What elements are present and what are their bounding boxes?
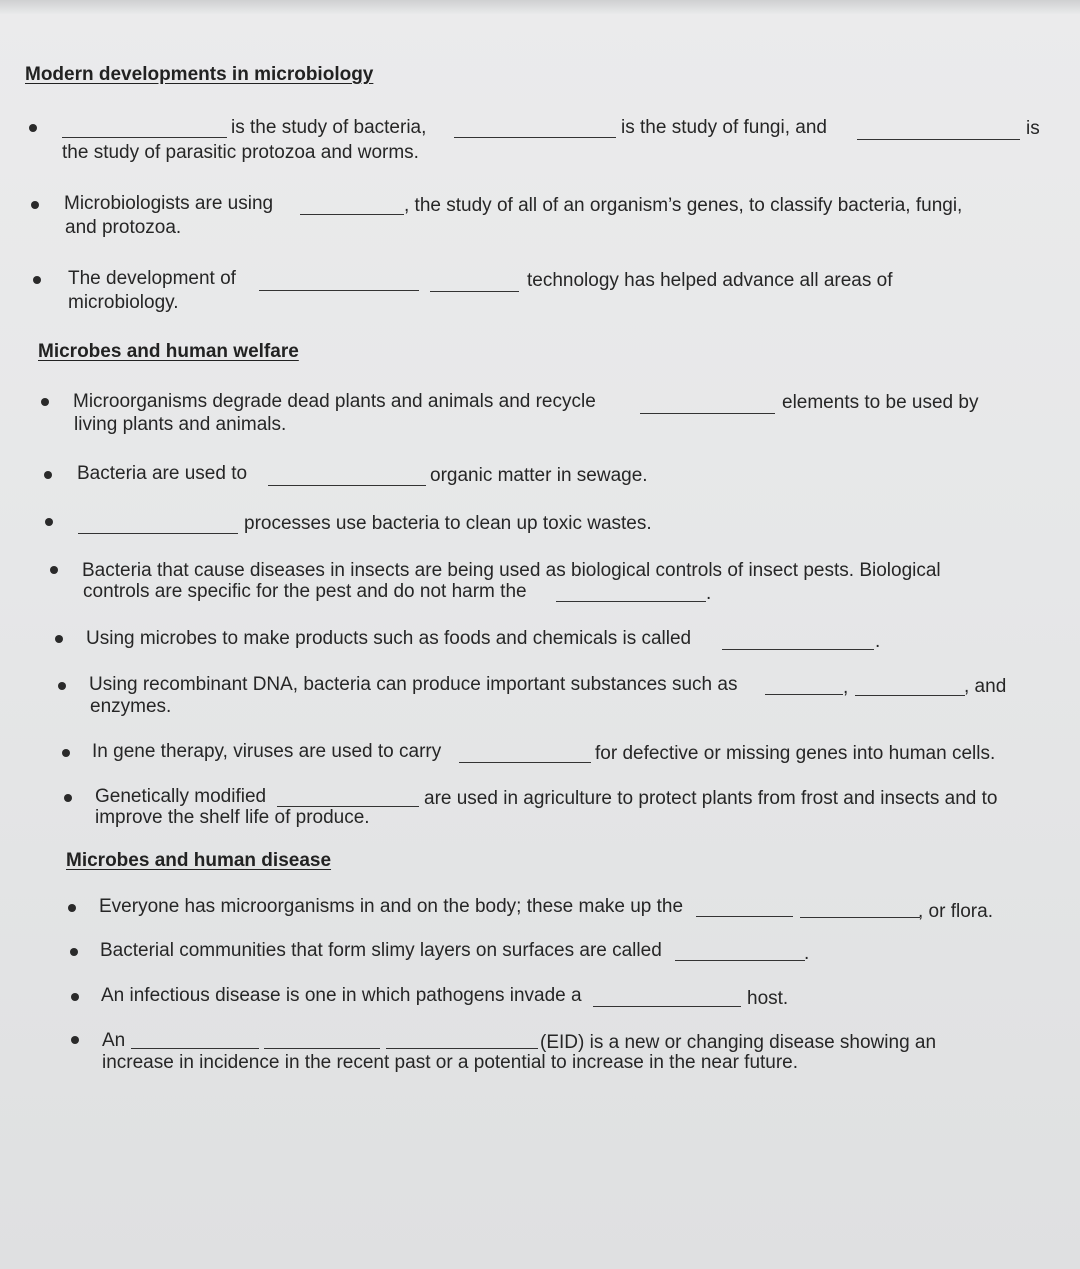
item-text-continued: enzymes. bbox=[90, 696, 172, 717]
item-text: Bacteria that cause diseases in insects are being used as biological controls of insect pests. Biological bbox=[82, 560, 941, 581]
item-text: An bbox=[102, 1030, 126, 1051]
bullet bbox=[71, 993, 79, 1001]
item-text: is the study of bacteria, bbox=[231, 117, 427, 138]
bullet bbox=[68, 904, 76, 912]
item-text: An infectious disease is one in which pathogens invade a bbox=[101, 985, 582, 1006]
bullet bbox=[55, 635, 63, 643]
item-text: , and bbox=[964, 676, 1007, 697]
item-text-continued: microbiology. bbox=[68, 292, 179, 313]
item-text: is the study of fungi, and bbox=[621, 117, 827, 138]
bullet bbox=[58, 682, 66, 690]
bullet bbox=[45, 518, 53, 526]
section-heading-human-disease: Microbes and human disease bbox=[66, 850, 332, 871]
item-text: Using recombinant DNA, bacteria can produce important substances such as bbox=[89, 674, 738, 695]
item-text: technology has helped advance all areas of bbox=[527, 270, 893, 291]
item-text: Everyone has microorganisms in and on the body; these make up the bbox=[99, 896, 684, 917]
fill-blank[interactable] bbox=[259, 290, 419, 291]
item-text: . bbox=[706, 583, 712, 604]
fill-blank[interactable] bbox=[556, 601, 706, 602]
section-heading-modern-developments: Modern developments in microbiology bbox=[25, 64, 374, 85]
fill-blank[interactable] bbox=[696, 916, 793, 917]
item-text: Microbiologists are using bbox=[64, 193, 274, 214]
fill-blank[interactable] bbox=[675, 960, 805, 961]
item-text: host. bbox=[747, 988, 789, 1009]
item-text: . bbox=[875, 631, 881, 652]
item-text: Bacterial communities that form slimy layers on surfaces are called bbox=[100, 940, 662, 961]
item-text: for defective or missing genes into human cells. bbox=[595, 743, 996, 764]
fill-blank[interactable] bbox=[593, 1006, 741, 1007]
fill-blank[interactable] bbox=[459, 762, 591, 763]
item-text: Genetically modified bbox=[95, 786, 267, 807]
fill-blank[interactable] bbox=[430, 291, 519, 292]
item-text-continued: and protozoa. bbox=[65, 217, 182, 238]
fill-blank[interactable] bbox=[131, 1048, 259, 1049]
fill-blank[interactable] bbox=[857, 139, 1020, 140]
bullet bbox=[29, 124, 37, 132]
fill-blank[interactable] bbox=[62, 137, 227, 138]
item-text: Microorganisms degrade dead plants and animals and recycle bbox=[73, 391, 596, 412]
bullet bbox=[62, 749, 70, 757]
item-text: , or flora. bbox=[918, 901, 993, 922]
item-text: The development of bbox=[68, 268, 236, 289]
item-text-continued: the study of parasitic protozoa and worms. bbox=[62, 142, 419, 163]
bullet bbox=[64, 794, 72, 802]
fill-blank[interactable] bbox=[264, 1048, 380, 1049]
item-text: organic matter in sewage. bbox=[430, 465, 648, 486]
item-text-continued: improve the shelf life of produce. bbox=[95, 807, 370, 828]
fill-blank[interactable] bbox=[454, 137, 616, 138]
fill-blank[interactable] bbox=[855, 695, 965, 696]
fill-blank[interactable] bbox=[78, 533, 238, 534]
item-text-continued: living plants and animals. bbox=[74, 414, 287, 435]
item-text: is bbox=[1026, 118, 1040, 139]
bullet bbox=[33, 276, 41, 284]
item-text: , bbox=[843, 677, 849, 698]
section-heading-human-welfare: Microbes and human welfare bbox=[38, 341, 299, 362]
fill-blank[interactable] bbox=[386, 1048, 538, 1049]
item-text: processes use bacteria to clean up toxic wastes. bbox=[244, 513, 652, 534]
item-text: (EID) is a new or changing disease showing an bbox=[540, 1032, 937, 1053]
item-text: Using microbes to make products such as foods and chemicals is called bbox=[86, 628, 692, 649]
bullet bbox=[44, 471, 52, 479]
item-text: are used in agriculture to protect plants from frost and insects and to bbox=[424, 788, 998, 809]
bullet bbox=[70, 948, 78, 956]
fill-blank[interactable] bbox=[722, 649, 874, 650]
item-text-continued: controls are specific for the pest and do not harm the bbox=[83, 581, 527, 602]
bullet bbox=[41, 398, 49, 406]
item-text-continued: increase in incidence in the recent past or a potential to increase in the near future. bbox=[102, 1052, 799, 1073]
bullet bbox=[31, 201, 39, 209]
item-text: . bbox=[804, 943, 810, 964]
bullet bbox=[50, 566, 58, 574]
fill-blank[interactable] bbox=[800, 917, 920, 918]
fill-blank[interactable] bbox=[640, 413, 775, 414]
item-text: In gene therapy, viruses are used to carry bbox=[92, 741, 442, 762]
bullet bbox=[71, 1036, 79, 1044]
fill-blank[interactable] bbox=[765, 694, 843, 695]
fill-blank[interactable] bbox=[268, 485, 426, 486]
fill-blank[interactable] bbox=[300, 214, 404, 215]
page-top-edge bbox=[0, 0, 1080, 14]
item-text: elements to be used by bbox=[782, 392, 979, 413]
item-text: , the study of all of an organism’s genes, to classify bacteria, fungi, bbox=[404, 195, 963, 216]
item-text: Bacteria are used to bbox=[77, 463, 248, 484]
